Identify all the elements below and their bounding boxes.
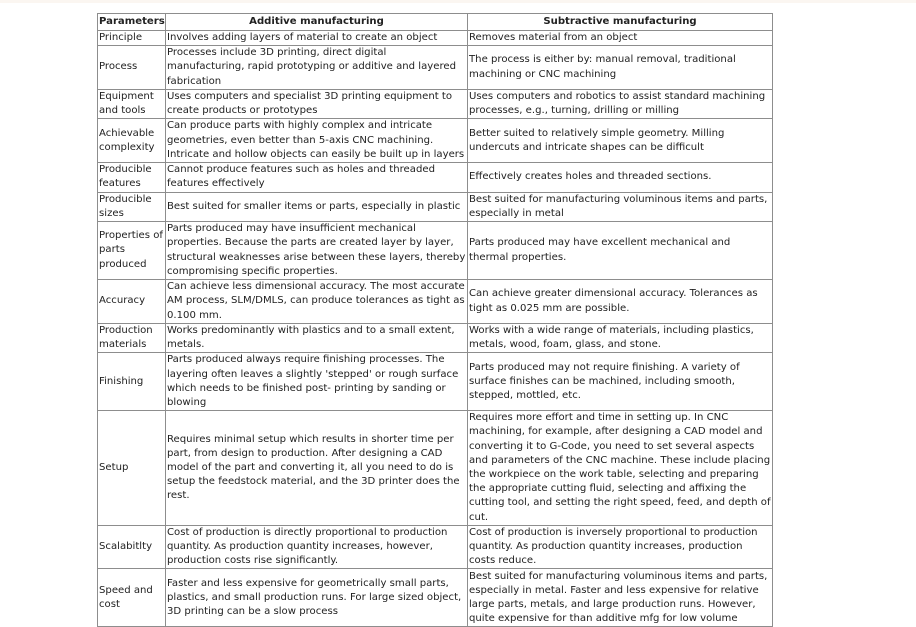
additive-cell: Can achieve less dimensional accuracy. The most accurate AM process, SLM/DMLS, can produce tolerances as tight as 0.100 mm. [166,280,468,324]
table-row [98,31,773,46]
subtractive-cell: Can achieve greater dimensional accuracy. Tolerances as tight as 0.025 mm are possible. [468,280,773,324]
additive-cell: Uses computers and specialist 3D printing equipment to create products or prototypes [166,89,468,118]
comparison-table [97,13,773,627]
additive-cell: Involves adding layers of material to create an object [166,31,468,46]
table-header-row [98,14,773,31]
param-cell: Finishing [98,353,166,411]
table-row [98,46,773,90]
additive-cell: Parts produced always require finishing processes. The layering often leaves a slightly 'stepped' or rough surface which needs to be finished post- printing by sanding or blowing [166,353,468,411]
table-row [98,89,773,118]
param-cell: Producible features [98,163,166,192]
header-additive: Additive manufacturing [166,14,468,31]
subtractive-cell: Requires more effort and time in setting up. In CNC machining, for example, after designing a CAD model and converting it to G-Code, you need to set several aspects and parameters of the CNC machine. These include placing the workpiece on the work table, selecting and preparing the appropriate cutting fluid, selecting and affixing the cutting tool, and setting the right speed, feed, and depth of cut. [468,411,773,526]
table-row [98,525,773,569]
subtractive-cell: Uses computers and robotics to assist standard machining processes, e.g., turning, drilling or milling [468,89,773,118]
additive-cell: Cost of production is directly proportional to production quantity. As production quantity increases, however, production costs rise significantly. [166,525,468,569]
subtractive-cell: Parts produced may not require finishing. A variety of surface finishes can be machined, including smooth, stepped, mottled, etc. [468,353,773,411]
table-row [98,192,773,221]
subtractive-cell: Effectively creates holes and threaded sections. [468,163,773,192]
param-cell: Achievable complexity [98,119,166,163]
param-cell: Producible sizes [98,192,166,221]
param-cell: Principle [98,31,166,46]
additive-cell: Best suited for smaller items or parts, especially in plastic [166,192,468,221]
param-cell: Process [98,46,166,90]
subtractive-cell: Cost of production is inversely proportional to production quantity. As production quantity increases, production costs reduce. [468,525,773,569]
subtractive-cell: The process is either by: manual removal, traditional machining or CNC machining [468,46,773,90]
table-row [98,569,773,627]
table-row [98,280,773,324]
top-divider [0,0,916,3]
header-parameters: Parameters [98,14,166,31]
additive-cell: Faster and less expensive for geometrically small parts, plastics, and small production runs. For large sized object, 3D printing can be a slow process [166,569,468,627]
subtractive-cell: Best suited for manufacturing voluminous items and parts, especially in metal. Faster and less expensive for relative large parts, metals, and large production runs. However, quite expensive for than additive mfg for low volume [468,569,773,627]
header-subtractive: Subtractive manufacturing [468,14,773,31]
subtractive-cell: Best suited for manufacturing voluminous items and parts, especially in metal [468,192,773,221]
param-cell: Properties of parts produced [98,222,166,280]
param-cell: Equipment and tools [98,89,166,118]
additive-cell: Cannot produce features such as holes and threaded features effectively [166,163,468,192]
additive-cell: Processes include 3D printing, direct digital manufacturing, rapid prototyping or additive and layered fabrication [166,46,468,90]
table-row [98,119,773,163]
additive-cell: Can produce parts with highly complex and intricate geometries, even better than 5-axis CNC machining. Intricate and hollow objects can easily be built up in layers [166,119,468,163]
table-row [98,222,773,280]
param-cell: Accuracy [98,280,166,324]
table-row [98,163,773,192]
subtractive-cell: Parts produced may have excellent mechanical and thermal properties. [468,222,773,280]
additive-cell: Works predominantly with plastics and to a small extent, metals. [166,324,468,353]
param-cell: Setup [98,411,166,526]
param-cell: Speed and cost [98,569,166,627]
additive-cell: Requires minimal setup which results in shorter time per part, from design to production. After designing a CAD model of the part and converting it, all you need to do is setup the feedstock material, and the 3D printer does the rest. [166,411,468,526]
subtractive-cell: Better suited to relatively simple geometry. Milling undercuts and intricate shapes can be difficult [468,119,773,163]
subtractive-cell: Removes material from an object [468,31,773,46]
table-row [98,353,773,411]
table-row [98,411,773,526]
param-cell: Scalabitlty [98,525,166,569]
param-cell: Production materials [98,324,166,353]
table-row [98,324,773,353]
subtractive-cell: Works with a wide range of materials, including plastics, metals, wood, foam, glass, and stone. [468,324,773,353]
additive-cell: Parts produced may have insufficient mechanical properties. Because the parts are created layer by layer, structural weaknesses arise between these layers, thereby compromising specific properties. [166,222,468,280]
